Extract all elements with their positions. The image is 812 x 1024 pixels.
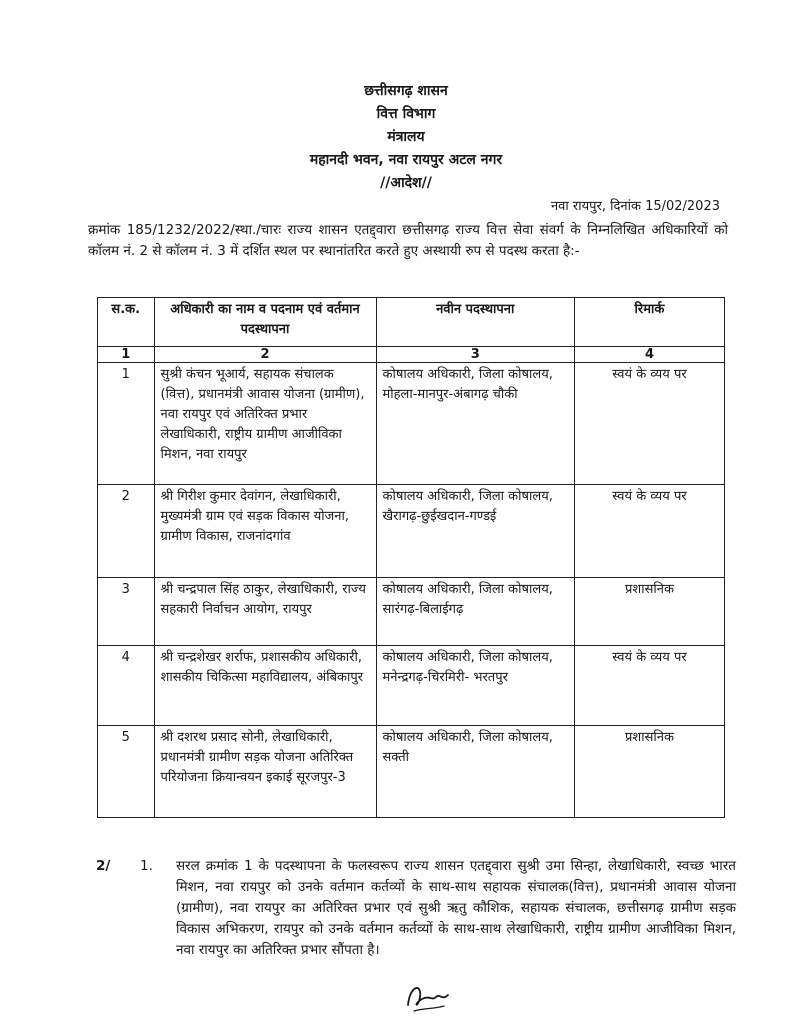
transfer-table	[97, 297, 725, 818]
cell-officer: श्री चन्द्रपाल सिंह ठाकुर, लेखाधिकारी, राज्य सहकारी निर्वाचन आयोग, रायपुर	[154, 578, 376, 646]
order-title: //आदेश//	[380, 175, 432, 191]
column-number: 4	[574, 347, 724, 363]
table-header-row	[98, 298, 725, 347]
cell-serial: 4	[98, 646, 155, 726]
table-row	[98, 363, 725, 485]
cell-serial: 2	[98, 485, 155, 578]
signature	[400, 975, 460, 1015]
order-paragraph: क्रमांक 185/1232/2022/स्था./चारः राज्य शासन एतद्द्वारा छत्तीसगढ़ राज्य वित्त सेवा संवर्ग के निम्नलिखित अधिकारियों को कॉलम नं. 2 से कॉलम नं. 3 में दर्शित स्थल पर स्थानांतरित करते हुए अस्थायी रुप से पदस्थ करता है:-	[88, 222, 728, 259]
paragraph-number: 2/	[96, 858, 111, 874]
cell-remark: प्रशासनिक	[574, 726, 724, 818]
column-number: 2	[154, 347, 376, 363]
header-officer: अधिकारी का नाम व पदनाम एवं वर्तमान पदस्थापना	[154, 298, 376, 347]
cell-remark: स्वयं के व्यय पर	[574, 363, 724, 485]
header-new-posting: नवीन पदस्थापना	[376, 298, 574, 347]
office-address: महानदी भवन, नवा रायपुर अटल नगर	[309, 152, 503, 168]
sub-point-number: 1.	[140, 858, 153, 874]
paragraph-text: सरल क्रमांक 1 के पदस्थापना के फलस्वरूप राज्य शासन एतद्द्वारा सुश्री उमा सिन्हा, लेखाधिकारी, स्वच्छ भारत मिशन, नवा रायपुर को उनके वर्तमान कर्तव्यों के साथ-साथ सहायक संचालक(वित्त), प्रधानमंत्री आवास योजना (ग्रामीण), नवा रायपुर का अतिरिक्त प्रभार एवं सुश्री ऋतु कौशिक, सहायक संचालक, छत्तीसगढ़ ग्रामीण सड़क विकास अभिकरण, रायपुर को उनके वर्तमान कर्तव्यों के साथ-साथ लेखाधिकारी, राष्ट्रीय ग्रामीण आजीविका मिशन, नवा रायपुर का अतिरिक्त प्रभार सौंपता है।	[176, 858, 736, 958]
cell-remark: स्वयं के व्यय पर	[574, 646, 724, 726]
cell-posting: कोषालय अधिकारी, जिला कोषालय, सारंगढ़-बिलाईगढ़	[376, 578, 574, 646]
cell-posting: कोषालय अधिकारी, जिला कोषालय, मनेन्द्रगढ़-चिरमिरी- भरतपुर	[376, 646, 574, 726]
date-line: नवा रायपुर, दिनांक 15/02/2023	[550, 199, 720, 214]
cell-officer: सुश्री कंचन भूआर्य, सहायक संचालक (वित्त), प्रधानमंत्री आवास योजना (ग्रामीण), नवा रायपुर एवं अतिरिक्त प्रभार लेखाधिकारी, राष्ट्रीय ग्रामीण आजीविका मिशन, नवा रायपुर	[154, 363, 376, 485]
cell-posting: कोषालय अधिकारी, जिला कोषालय, सक्ती	[376, 726, 574, 818]
column-number: 1	[98, 347, 155, 363]
ministry-name: मंत्रालय	[387, 129, 425, 145]
cell-officer: श्री दशरथ प्रसाद सोनी, लेखाधिकारी, प्रधानमंत्री ग्रामीण सड़क योजना अतिरिक्त परियोजना क्रियान्वयन इकाई सूरजपुर-3	[154, 726, 376, 818]
column-number: 3	[376, 347, 574, 363]
table-row	[98, 726, 725, 818]
cell-officer: श्री गिरीश कुमार देवांगन, लेखाधिकारी, मुख्यमंत्री ग्राम एवं सड़क विकास योजना, ग्रामीण विकास, राजनांदगांव	[154, 485, 376, 578]
cell-serial: 3	[98, 578, 155, 646]
letterhead	[0, 80, 812, 195]
cell-officer: श्री चन्द्रशेखर शर्राफ, प्रशासकीय अधिकारी, शासकीय चिकित्सा महाविद्यालय, अंबिकापुर	[154, 646, 376, 726]
department-name: वित्त विभाग	[376, 106, 436, 122]
cell-serial: 1	[98, 363, 155, 485]
cell-posting: कोषालय अधिकारी, जिला कोषालय, मोहला-मानपुर-अंबागढ़ चौकी	[376, 363, 574, 485]
government-name: छत्तीसगढ़ शासन	[364, 83, 448, 99]
table-row	[98, 578, 725, 646]
header-serial: स.क.	[98, 298, 155, 347]
cell-posting: कोषालय अधिकारी, जिला कोषालय, खैरागढ़-छुईखदान-गण्डई	[376, 485, 574, 578]
table-row	[98, 646, 725, 726]
cell-serial: 5	[98, 726, 155, 818]
column-number-row	[98, 347, 725, 363]
cell-remark: स्वयं के व्यय पर	[574, 485, 724, 578]
header-remark: रिमार्क	[574, 298, 724, 347]
table-row	[98, 485, 725, 578]
paragraph-2	[96, 856, 736, 961]
cell-remark: प्रशासनिक	[574, 578, 724, 646]
